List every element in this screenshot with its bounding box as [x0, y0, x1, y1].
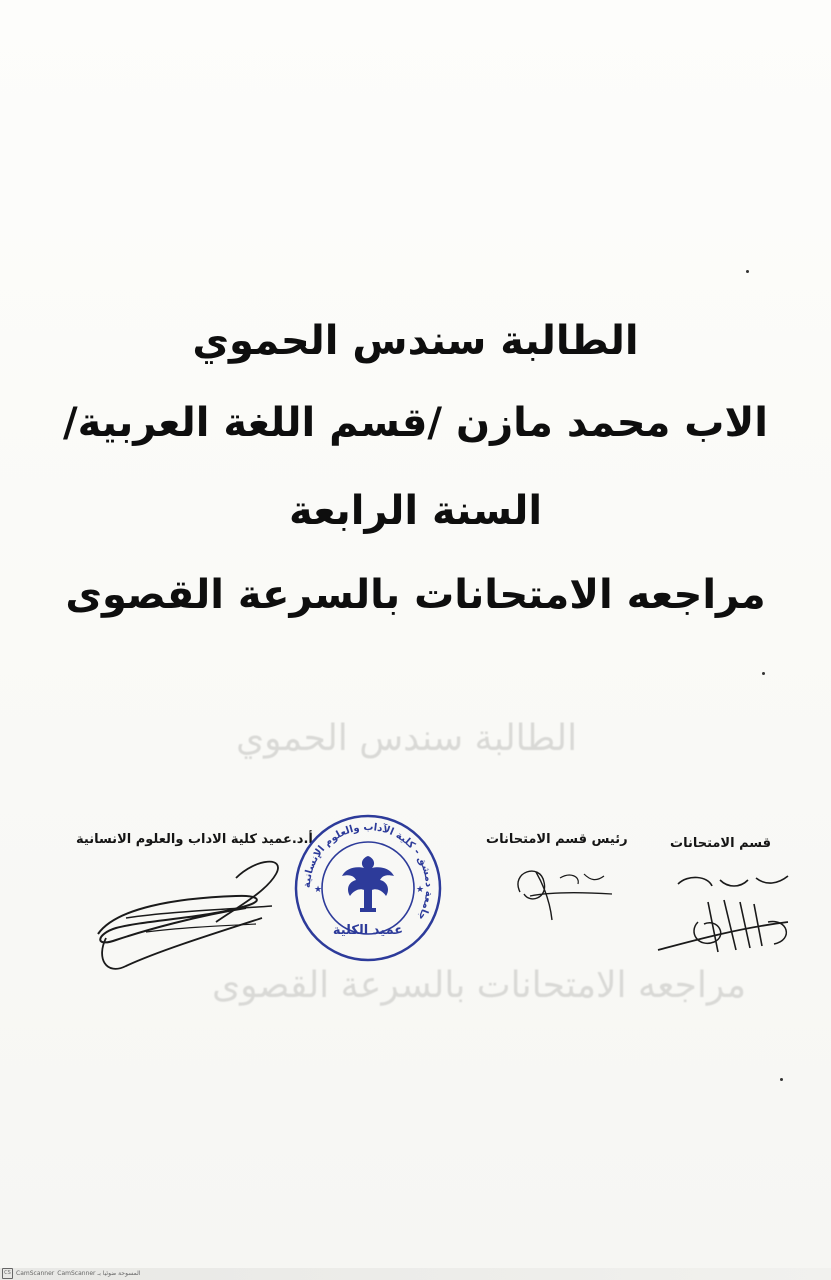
- stray-dot: [762, 672, 765, 675]
- footer-strip: [0, 1268, 831, 1280]
- scanner-brand: CamScanner: [16, 1270, 55, 1277]
- scanner-watermark: [2, 1268, 141, 1279]
- stray-dot: [780, 1078, 783, 1081]
- dean-signature: [86, 848, 296, 978]
- camscanner-logo-icon: CS: [2, 1268, 13, 1279]
- academic-year-line: السنة الرابعة: [288, 488, 543, 534]
- exams-department-signature: [648, 862, 798, 972]
- father-department-line: الاب محمد مازن /قسم اللغة العربية/: [63, 400, 768, 446]
- request-line: مراجعه الامتحانات بالسرعة القصوى: [65, 572, 766, 618]
- eagle-emblem-icon: [342, 856, 394, 912]
- stamp-star-icon: ★: [416, 885, 425, 895]
- stray-dot: [746, 270, 749, 273]
- exams-head-signature: [500, 852, 620, 922]
- dean-label: أ.د.عميد كلية الاداب والعلوم الانسانية: [76, 832, 313, 847]
- scanner-caption: المسوحة ضوئيا بـ CamScanner: [57, 1270, 141, 1277]
- ghost-text-2: مراجعه الامتحانات بالسرعة القصوى: [212, 965, 747, 1006]
- stamp-outer-text: جامعة دمشق - كلية الآداب والعلوم الإنسانية: [301, 821, 435, 922]
- student-name-line: الطالبة سندس الحموي: [192, 318, 639, 364]
- stamp-star-icon: ★: [314, 885, 323, 895]
- ghost-text-1: الطالبة سندس الحموي: [236, 718, 578, 759]
- exams-department-label: قسم الامتحانات: [670, 836, 772, 851]
- dean-official-stamp: [292, 812, 444, 964]
- stamp-inner-text: عميد الكلية: [332, 923, 404, 938]
- exams-head-label: رئيس قسم الامتحانات: [486, 832, 628, 847]
